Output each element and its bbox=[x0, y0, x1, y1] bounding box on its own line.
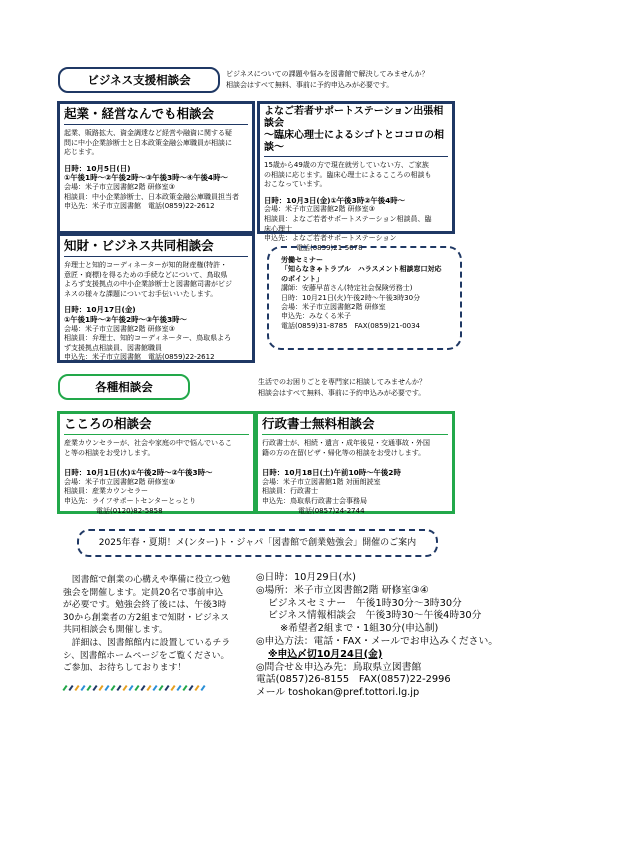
divider bbox=[262, 434, 448, 435]
seminar-line: 申込先：みなくる米子 bbox=[281, 312, 351, 321]
detail-line: 電話(0857)24-2744 bbox=[298, 506, 365, 515]
various-section-title: 各種相談会 bbox=[58, 374, 190, 400]
detail-line: 会場：米子市立図書館2階 研修室③ bbox=[64, 182, 175, 191]
body-line: と等の相談をお受けします。 bbox=[64, 448, 155, 457]
body-line: 応じます。 bbox=[64, 148, 99, 157]
body-line: よろず支援拠点の中小企業診断士と図書館司書がビジ bbox=[64, 280, 232, 289]
intro-line: ビジネスについての課題や悩みを図書館で解決してみませんか？ bbox=[226, 70, 429, 78]
divider bbox=[64, 256, 248, 257]
study-session-description bbox=[63, 574, 253, 675]
detail-line: 申込先：ライフサポートセンターとっとり bbox=[64, 496, 196, 505]
desc-line: が必要です。勉強会終了後には、午後3時 bbox=[63, 600, 227, 611]
seminar-line: 日時：10月21日(火)午後2時～午後3時30分 bbox=[281, 293, 421, 302]
seminar-line: のポイント」 bbox=[281, 274, 323, 283]
seminar-heading: 労働セミナー bbox=[281, 256, 323, 264]
desc-line: 図書館で創業の心構えや準備に役立つ勉 bbox=[71, 575, 231, 585]
event-note: ※希望者2組まで・1組30分(申込制) bbox=[280, 623, 439, 635]
body-line: 産業カウンセラーが、社会や家庭の中で悩んでいるこ bbox=[64, 439, 232, 447]
chizai-date: 日時：10月17日(金) bbox=[64, 305, 136, 315]
body-line: 籍の方の在留(ビザ・帰化等の相談をお受けします。 bbox=[262, 448, 426, 457]
event-seminar: ビジネスセミナー 午後1時30分～3時30分 bbox=[268, 597, 462, 609]
desc-line: ご参加、お待ちしております！ bbox=[63, 663, 187, 674]
desc-line: 30から創業者の方2組まで知財・ビジネス bbox=[63, 612, 230, 623]
desc-line: 共同相談会も開催します。 bbox=[63, 625, 168, 636]
divider bbox=[264, 156, 448, 157]
various-section-intro bbox=[258, 377, 498, 399]
body-line: 行政書士が、相続・遺言・成年後見・交通事故・外国 bbox=[262, 439, 430, 447]
body-line: 問に中小企業診断士と日本政策金融公庫職員が相談に bbox=[64, 138, 232, 147]
chizai-consultation-box bbox=[57, 233, 255, 363]
body-line: 起業、販路拡大、資金調達など経営や融資に関する疑 bbox=[64, 129, 232, 137]
desc-line: 詳細は、図書館館内に設置しているチラ bbox=[71, 637, 231, 648]
event-date: ◎日時：10月29日(水) bbox=[256, 572, 356, 583]
divider bbox=[64, 124, 248, 125]
event-phone: 電話(0857)26-8155 FAX(0857)22-2996 bbox=[256, 674, 451, 686]
study-session-banner: 2025年春・夏期！メ(ンター)ト・ジャパ「図書館で創業勉強会」開催のご案内 bbox=[77, 529, 438, 557]
gyosei-title: 行政書士無料相談会 bbox=[262, 416, 375, 431]
detail-line: 会場：米子市立図書館2階 研修室③ bbox=[64, 324, 175, 333]
detail-line: 電話(0859)21-5678 bbox=[296, 243, 363, 252]
desc-line: シ、図書館ホームページをご覧ください。 bbox=[63, 650, 230, 661]
confetti-decoration bbox=[62, 676, 232, 686]
detail-line: 床心理士 bbox=[264, 224, 292, 233]
detail-line: 相談員：よなご若者サポートステーション相談員、臨 bbox=[264, 214, 432, 223]
event-deadline: ※申込〆切10月24日(金) bbox=[268, 648, 383, 660]
detail-line: ず支援拠点相談員、図書館職員 bbox=[64, 343, 162, 352]
event-apply-method: ◎申込方法：電話・FAX・メールでお申込みください。 bbox=[256, 635, 499, 647]
chizai-details bbox=[64, 325, 248, 363]
detail-line: 相談員：弁理士、知的コーディネーター、鳥取県よろ bbox=[64, 334, 232, 343]
intro-line: 相談会はすべて無料、事前に予約申込みが必要です。 bbox=[258, 389, 426, 397]
kokoro-body bbox=[64, 439, 249, 458]
detail-line: 会場：米子市立図書館2階 研修室③ bbox=[264, 205, 375, 214]
event-contact: ◎問合せ＆申込み先：鳥取県立図書館 bbox=[256, 661, 422, 673]
seminar-line: 「知らなきゃトラブル ハラスメント相談窓口対応 bbox=[281, 265, 442, 274]
kigyo-title: 起業・経営なんでも相談会 bbox=[64, 106, 215, 121]
chizai-times: ①午後1時～②午後2時～③午後3時～ bbox=[64, 314, 187, 324]
yonago-support-box bbox=[257, 101, 455, 252]
event-email: メール toshokan@pref.tottori.lg.jp bbox=[256, 687, 420, 699]
yonago-body bbox=[264, 161, 448, 190]
kigyo-body bbox=[64, 129, 248, 158]
kigyo-date: 日時：10月5日(日) bbox=[64, 163, 131, 173]
seminar-line: 会場：米子市立図書館2階 研修室 bbox=[281, 303, 386, 312]
labor-seminar-box bbox=[267, 246, 462, 350]
body-line: ネスの様々な課題についてお手伝いいたします。 bbox=[64, 289, 218, 298]
body-line: 弁理士と知的コーディネーターが知的財産権(特許・ bbox=[64, 261, 228, 269]
kokoro-details bbox=[64, 478, 249, 516]
gyosei-details bbox=[262, 478, 448, 516]
body-line: 意匠・商標)を得るための手続などについて、鳥取県 bbox=[64, 270, 228, 279]
kigyo-consultation-box bbox=[57, 101, 255, 234]
gyosei-body bbox=[262, 439, 448, 458]
detail-line: 申込先：鳥取県行政書士会事務局 bbox=[262, 496, 367, 505]
detail-line: 相談員：中小企業診断士、日本政策金融公庫職員担当者 bbox=[64, 192, 239, 201]
seminar-line: 講師：安藤早苗さん(特定社会保険労務士) bbox=[281, 284, 413, 293]
kigyo-details bbox=[64, 183, 248, 212]
business-section-title: ビジネス支援相談会 bbox=[58, 67, 220, 93]
detail-line: 相談員：産業カウンセラー bbox=[64, 487, 148, 496]
business-section-intro bbox=[226, 69, 486, 91]
detail-line: 会場：米子市立図書館2階 研修室③ bbox=[64, 477, 175, 486]
intro-line: 生活でのお困りごとを専門家に相談してみませんか？ bbox=[258, 378, 426, 386]
body-line: の相談に応じます。臨床心理士によるこころの相談も bbox=[264, 170, 432, 179]
intro-line: 相談会はすべて無料、事前に予約申込みが必要です。 bbox=[226, 81, 394, 89]
seminar-line: 電話(0859)31-8785 FAX(0859)21-0034 bbox=[281, 321, 421, 330]
chizai-body bbox=[64, 261, 248, 299]
study-session-details bbox=[256, 572, 506, 700]
detail-line: 申込先：よなご若者サポートステーション bbox=[264, 234, 397, 243]
kokoro-date: 日時：10月1日(水)①午後2時～②午後3時～ bbox=[64, 468, 213, 478]
desc-line: 強会を開催します。定員20名で事前申込 bbox=[63, 587, 224, 598]
yonago-subtitle: ～臨床心理士によるシゴトとココロの相談～ bbox=[264, 130, 444, 153]
kokoro-title: こころの相談会 bbox=[64, 416, 152, 431]
event-place: ◎場所：米子市立図書館2階 研修室③④ bbox=[256, 584, 429, 596]
divider bbox=[64, 434, 249, 435]
detail-line: 会場：米子市立図書館1階 対面朗読室 bbox=[262, 477, 381, 486]
detail-line: 申込先：米子市立図書館 電話(0859)22-2612 bbox=[64, 353, 215, 362]
kokoro-consultation-box bbox=[57, 411, 256, 514]
detail-line: 電話(0120)82-5858 bbox=[96, 506, 163, 515]
body-line: 15歳から49歳の方で現在就労していない方、ご家族 bbox=[264, 161, 429, 169]
yonago-title: よなご若者サポートステーション出張相談会 bbox=[264, 106, 444, 129]
gyosei-consultation-box bbox=[255, 411, 455, 514]
kigyo-times: ①午後1時～②午後2時～③午後3時～④午後4時～ bbox=[64, 173, 228, 183]
event-consultation: ビジネス情報相談会 午後3時30～午後4時30分 bbox=[268, 610, 482, 622]
chizai-title: 知財・ビジネス共同相談会 bbox=[64, 238, 214, 253]
yonago-date: 日時：10月3日(金)①午後3時②午後4時～ bbox=[264, 195, 406, 205]
detail-line: 相談員：行政書士 bbox=[262, 487, 318, 496]
detail-line: 申込先：米子市立図書館 電話(0859)22-2612 bbox=[64, 202, 215, 211]
body-line: おこなっています。 bbox=[264, 180, 327, 189]
gyosei-date: 日時：10月18日(土)午前10時～午後2時 bbox=[262, 468, 401, 478]
